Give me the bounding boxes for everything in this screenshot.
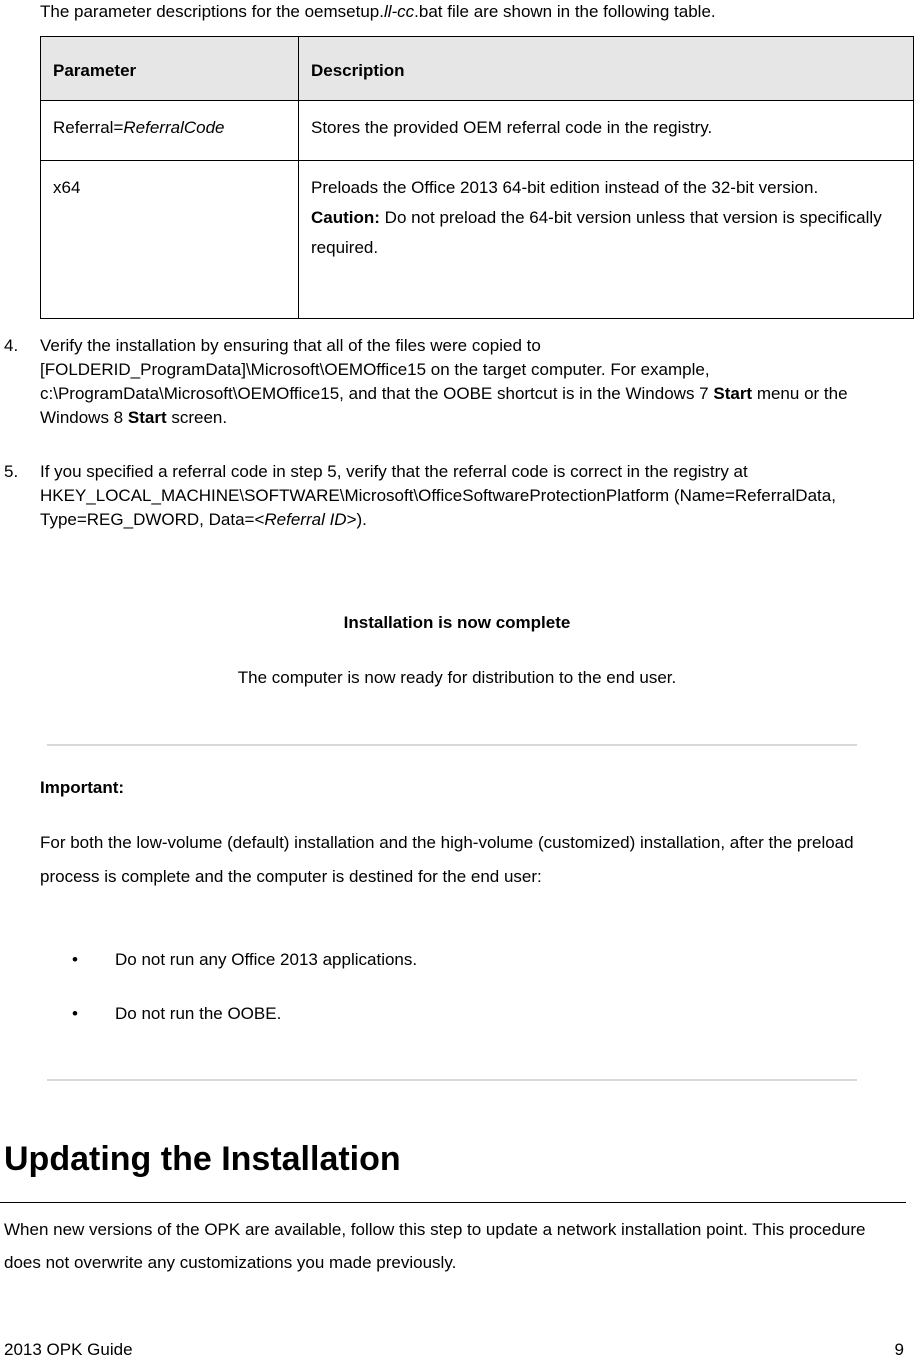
step-number: 4. (4, 336, 19, 355)
page-number: 9 (894, 1340, 904, 1359)
important-text: For both the low-volume (default) installation and the high-volume (customized) installation, after the preload process is complete and the computer is destined for the end user: (40, 833, 854, 886)
section-paragraph: When new versions of the OPK are available, follow this step to update a network installation point. This procedure does not overwrite any customizations you made previously. (4, 1220, 866, 1272)
param-x64: x64 (41, 161, 299, 319)
header-parameter: Parameter (41, 37, 299, 101)
bullet-icon: • (72, 1004, 78, 1023)
heading-underline (0, 1202, 906, 1203)
description-referral: Stores the provided OEM referral code in the registry. (299, 101, 914, 161)
table-row (41, 161, 914, 319)
complete-subtitle: The computer is now ready for distribution to the end user. (237, 668, 677, 687)
step-number: 5. (4, 462, 19, 481)
divider-bottom (47, 1079, 857, 1081)
step-5 (4, 460, 904, 532)
param-referral: Referral=ReferralCode (41, 101, 299, 161)
parameter-table (40, 36, 914, 319)
table-header-row (41, 37, 914, 101)
caution-note: Caution: Do not preload the 64-bit version unless that version is specifically required. (311, 208, 882, 257)
important-label: Important: (40, 778, 125, 797)
description-x64: Preloads the Office 2013 64-bit edition instead of the 32-bit version. Caution: Do not preload the 64-bit version unless that version is specifically required. (299, 161, 914, 319)
divider-top (47, 744, 857, 746)
section-heading: Updating the Installation (4, 1140, 401, 1178)
complete-title: Installation is now complete (343, 613, 571, 632)
table-row (41, 101, 914, 161)
header-description: Description (299, 37, 914, 101)
step-text: If you specified a referral code in step 5, verify that the referral code is correct in the registry at HKEY_LOCAL_MACHINE\SOFTWARE\Microsoft\OfficeSoftwareProtectionPlatform (Name=ReferralData, Type=REG_DWORD, Data=<Referral ID>). (40, 462, 836, 529)
step-text: Verify the installation by ensuring that all of the files were copied to [FOLDERID_ProgramData]\Microsoft\OEMOffice15 on the target computer. For example, c:\ProgramData\Microsoft\OEMOffice15, and that the OOBE shortcut is in the Windows 7 Start menu or the Windows 8 Start screen. (40, 336, 848, 427)
intro-text: The parameter descriptions for the oemsetup.ll-cc.bat file are shown in the following table. (40, 2, 716, 21)
bullet-icon: • (72, 950, 78, 969)
footer-title: 2013 OPK Guide (4, 1340, 133, 1359)
step-4 (4, 334, 904, 430)
